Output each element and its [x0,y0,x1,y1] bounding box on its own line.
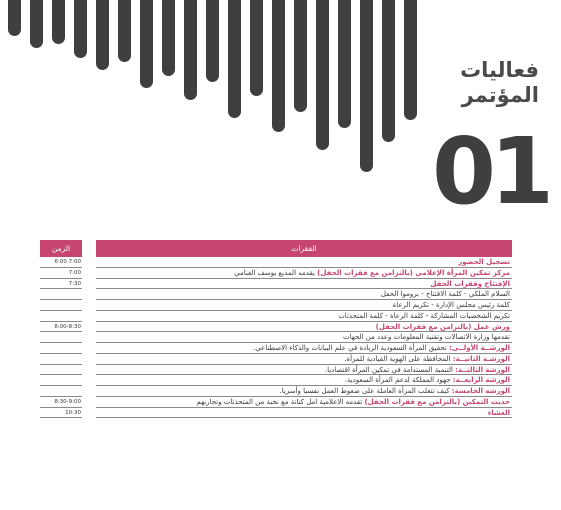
row-time [40,354,82,365]
row-time: 7:30 [40,279,82,290]
title-line-1: فعاليات [460,58,539,82]
table-row [40,332,512,343]
row-event-text: تكريم الشخصيات المشاركة - كلمة الرعاة - كلمة المتحدثات [338,311,510,320]
decorative-bar [74,0,87,58]
row-event [96,375,512,386]
row-event [96,289,512,300]
table-body [40,257,512,418]
row-event-text: كلمة رئيس مجلس الإدارة - تكريم الرعاة [392,301,510,309]
decorative-bar [96,0,109,70]
decorative-bar [184,0,197,100]
decorative-bar [382,0,395,142]
row-time [40,365,82,376]
row-event-text: التنمية المستدامة في تمكين المرأة اقتصاديا. [324,365,456,374]
table-row [40,257,512,268]
row-time [40,332,82,343]
table-row [40,311,512,322]
table-row [40,300,512,311]
row-event-highlight: الإفتتاح وفقرات الحفل [430,279,510,288]
row-event [96,300,512,311]
row-event [96,268,512,279]
decorative-bar [294,0,307,112]
row-event-highlight: الورشــة الأولــى: [448,344,510,352]
row-event-highlight: تسجيل الحضور [458,258,510,266]
decorative-bar [140,0,153,88]
decorative-bar [162,0,175,76]
decorative-bar [316,0,329,150]
row-time [40,300,82,311]
section-number: 01 [431,118,548,225]
row-event-highlight: الورشة الثالثــة: [455,365,510,374]
row-event [96,365,512,376]
table-row [40,408,512,419]
row-time: 8:30-9:00 [40,397,82,408]
row-event [96,354,512,365]
row-time [40,343,82,354]
row-event [96,279,512,290]
row-event-highlight: الورشة الخامسة: [451,387,510,395]
row-event-highlight: ورش عمل (بالتزامن مع فقرات الحفل) [375,322,510,331]
row-time: 10:30 [40,408,82,419]
table-row [40,268,512,279]
row-event [96,322,512,333]
row-event-text: يقدمه المذيع يوسف الغنامي [234,268,318,277]
row-event [96,408,512,419]
table-row [40,279,512,290]
decorative-bar [404,0,417,120]
row-event-highlight: الورشـة الثانيــة: [452,354,510,363]
decorative-bar [118,0,131,62]
row-time [40,311,82,322]
decorative-bar [250,0,263,96]
row-event-highlight: الورشة الرابعــة: [452,376,510,385]
table-row [40,397,512,408]
decorative-bar [206,0,219,82]
row-event [96,257,512,268]
table-row [40,386,512,397]
decorative-bar [8,0,21,36]
row-time: 8:00-8:30 [40,322,82,333]
row-time [40,386,82,397]
table-row [40,289,512,300]
row-event-text: جهود المملكة لدعم المرأة السعودية. [344,376,453,385]
row-event-text: تحقيق المرأة السعودية الريادة في علم البيانات والذكاء الاصطناعي. [252,344,449,352]
decorative-bar [272,0,285,132]
events-header: الفقرات [96,240,512,257]
row-event-text: تقدمه الاعلامية امل كنانة مع نخبة من المتحدثات وتجاربهم [196,397,365,406]
table-row [40,354,512,365]
time-header: الزمن [40,240,82,257]
agenda-table [40,240,512,418]
title-line-2: المؤتمر [461,83,539,107]
row-event [96,397,512,408]
row-event-highlight: العشاء [487,408,510,417]
row-event [96,332,512,343]
row-event-highlight: مركز تمكين المرأة الإعلامي (بالتزامن مع فقرات الحفل) [317,268,510,277]
decorative-bars [0,0,420,190]
row-time: 6:00 7:00 [40,257,82,268]
row-time [40,289,82,300]
table-row [40,322,512,333]
row-event-text: المحافظة على الهوية القيادية للمرأة. [344,354,453,363]
decorative-bar [338,0,351,128]
decorative-bar [30,0,43,48]
row-event-text: تقدمها وزارة الاتصالات وتقنية المعلومات وعدد من الجهات [343,333,510,342]
row-event [96,311,512,322]
title-block [460,58,539,108]
decorative-bar [228,0,241,118]
row-event [96,386,512,397]
row-event-text: السلام الملكي - كلمة الافتتاح - بروموا الحفل [380,290,510,299]
row-event [96,343,512,354]
decorative-bar [52,0,65,44]
row-event-text: كيف تتغلب المرأة العاملة على ضغوط العمل نفسيا وأسريا. [279,387,452,395]
row-event-highlight: حديث التمكين (بالتزامن مع فقرات الحفل) [364,397,510,406]
decorative-bar [360,0,373,172]
row-time: 7:00 [40,268,82,279]
row-time [40,375,82,386]
table-row [40,343,512,354]
table-row [40,375,512,386]
table-row [40,365,512,376]
table-header [40,240,512,257]
